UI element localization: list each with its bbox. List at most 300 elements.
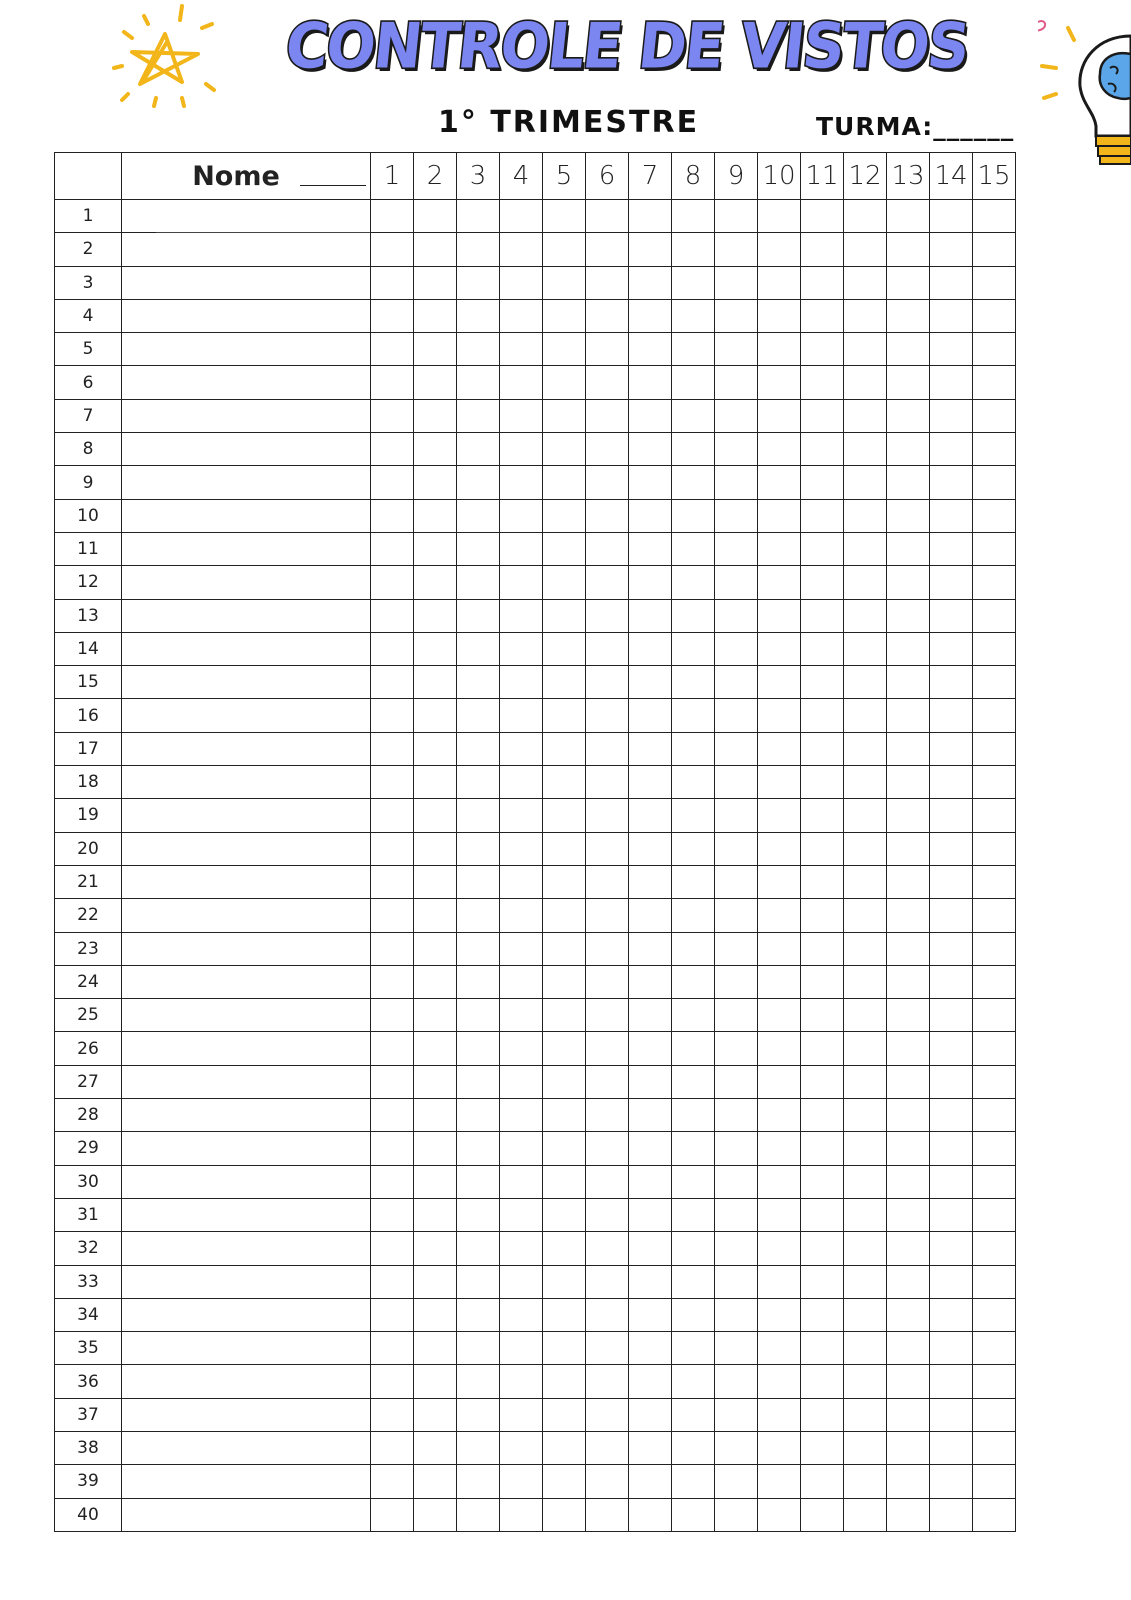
check-cell[interactable] [672, 965, 715, 998]
check-cell[interactable] [457, 666, 500, 699]
check-cell[interactable] [887, 732, 930, 765]
check-cell[interactable] [500, 1265, 543, 1298]
student-name-cell[interactable] [122, 466, 371, 499]
check-cell[interactable] [801, 1498, 844, 1531]
check-cell[interactable] [543, 666, 586, 699]
check-cell[interactable] [973, 532, 1016, 565]
check-cell[interactable] [371, 1132, 414, 1165]
check-cell[interactable] [930, 999, 973, 1032]
check-cell[interactable] [371, 1165, 414, 1198]
check-cell[interactable] [715, 666, 758, 699]
check-cell[interactable] [930, 932, 973, 965]
check-cell[interactable] [887, 899, 930, 932]
check-cell[interactable] [715, 1465, 758, 1498]
check-cell[interactable] [371, 732, 414, 765]
check-cell[interactable] [371, 466, 414, 499]
check-cell[interactable] [801, 1065, 844, 1098]
check-cell[interactable] [672, 1065, 715, 1098]
check-cell[interactable] [457, 799, 500, 832]
check-cell[interactable] [801, 1465, 844, 1498]
check-cell[interactable] [543, 466, 586, 499]
check-cell[interactable] [457, 433, 500, 466]
check-cell[interactable] [586, 333, 629, 366]
check-cell[interactable] [801, 233, 844, 266]
check-cell[interactable] [758, 1431, 801, 1464]
check-cell[interactable] [500, 532, 543, 565]
check-cell[interactable] [586, 1365, 629, 1398]
check-cell[interactable] [887, 1265, 930, 1298]
check-cell[interactable] [457, 566, 500, 599]
check-cell[interactable] [801, 399, 844, 432]
check-cell[interactable] [715, 1065, 758, 1098]
check-cell[interactable] [715, 499, 758, 532]
check-cell[interactable] [629, 1232, 672, 1265]
check-cell[interactable] [672, 566, 715, 599]
check-cell[interactable] [500, 832, 543, 865]
check-cell[interactable] [500, 899, 543, 932]
check-cell[interactable] [672, 1165, 715, 1198]
check-cell[interactable] [629, 1498, 672, 1531]
check-cell[interactable] [758, 832, 801, 865]
check-cell[interactable] [672, 466, 715, 499]
check-cell[interactable] [500, 433, 543, 466]
check-cell[interactable] [586, 1099, 629, 1132]
check-cell[interactable] [801, 1398, 844, 1431]
check-cell[interactable] [457, 1198, 500, 1231]
student-name-cell[interactable] [122, 865, 371, 898]
check-cell[interactable] [672, 433, 715, 466]
check-cell[interactable] [930, 399, 973, 432]
check-cell[interactable] [844, 1398, 887, 1431]
check-cell[interactable] [629, 532, 672, 565]
check-cell[interactable] [414, 532, 457, 565]
check-cell[interactable] [973, 466, 1016, 499]
check-cell[interactable] [930, 333, 973, 366]
check-cell[interactable] [973, 433, 1016, 466]
check-cell[interactable] [500, 1198, 543, 1231]
check-cell[interactable] [672, 1265, 715, 1298]
check-cell[interactable] [930, 899, 973, 932]
check-cell[interactable] [844, 433, 887, 466]
check-cell[interactable] [930, 965, 973, 998]
check-cell[interactable] [371, 433, 414, 466]
check-cell[interactable] [457, 333, 500, 366]
check-cell[interactable] [715, 999, 758, 1032]
check-cell[interactable] [844, 1032, 887, 1065]
check-cell[interactable] [844, 1065, 887, 1098]
check-cell[interactable] [672, 1298, 715, 1331]
check-cell[interactable] [801, 766, 844, 799]
check-cell[interactable] [887, 200, 930, 233]
check-cell[interactable] [715, 333, 758, 366]
check-cell[interactable] [543, 499, 586, 532]
check-cell[interactable] [801, 333, 844, 366]
check-cell[interactable] [844, 732, 887, 765]
check-cell[interactable] [930, 632, 973, 665]
check-cell[interactable] [844, 532, 887, 565]
check-cell[interactable] [844, 1132, 887, 1165]
check-cell[interactable] [758, 1232, 801, 1265]
check-cell[interactable] [715, 1332, 758, 1365]
check-cell[interactable] [629, 333, 672, 366]
check-cell[interactable] [715, 1365, 758, 1398]
check-cell[interactable] [715, 200, 758, 233]
check-cell[interactable] [973, 299, 1016, 332]
check-cell[interactable] [672, 1365, 715, 1398]
check-cell[interactable] [887, 1132, 930, 1165]
check-cell[interactable] [371, 1465, 414, 1498]
student-name-cell[interactable] [122, 233, 371, 266]
student-name-cell[interactable] [122, 1365, 371, 1398]
check-cell[interactable] [887, 599, 930, 632]
check-cell[interactable] [414, 299, 457, 332]
check-cell[interactable] [672, 1431, 715, 1464]
check-cell[interactable] [500, 200, 543, 233]
check-cell[interactable] [758, 632, 801, 665]
check-cell[interactable] [973, 1465, 1016, 1498]
check-cell[interactable] [715, 1198, 758, 1231]
check-cell[interactable] [758, 865, 801, 898]
check-cell[interactable] [586, 999, 629, 1032]
student-name-cell[interactable] [122, 433, 371, 466]
check-cell[interactable] [629, 566, 672, 599]
check-cell[interactable] [887, 965, 930, 998]
check-cell[interactable] [973, 699, 1016, 732]
check-cell[interactable] [457, 699, 500, 732]
check-cell[interactable] [887, 466, 930, 499]
check-cell[interactable] [371, 233, 414, 266]
check-cell[interactable] [629, 1365, 672, 1398]
check-cell[interactable] [414, 899, 457, 932]
check-cell[interactable] [457, 1265, 500, 1298]
check-cell[interactable] [887, 1365, 930, 1398]
check-cell[interactable] [586, 532, 629, 565]
student-name-cell[interactable] [122, 732, 371, 765]
student-name-cell[interactable] [122, 1465, 371, 1498]
check-cell[interactable] [758, 1165, 801, 1198]
check-cell[interactable] [844, 999, 887, 1032]
check-cell[interactable] [887, 366, 930, 399]
check-cell[interactable] [801, 200, 844, 233]
check-cell[interactable] [758, 766, 801, 799]
check-cell[interactable] [500, 599, 543, 632]
check-cell[interactable] [758, 333, 801, 366]
check-cell[interactable] [414, 1132, 457, 1165]
check-cell[interactable] [801, 1032, 844, 1065]
check-cell[interactable] [500, 1498, 543, 1531]
check-cell[interactable] [543, 799, 586, 832]
check-cell[interactable] [973, 399, 1016, 432]
check-cell[interactable] [414, 932, 457, 965]
check-cell[interactable] [887, 1032, 930, 1065]
check-cell[interactable] [629, 200, 672, 233]
check-cell[interactable] [371, 1198, 414, 1231]
check-cell[interactable] [629, 865, 672, 898]
check-cell[interactable] [414, 632, 457, 665]
check-cell[interactable] [715, 1431, 758, 1464]
check-cell[interactable] [629, 965, 672, 998]
check-cell[interactable] [973, 1265, 1016, 1298]
check-cell[interactable] [758, 932, 801, 965]
check-cell[interactable] [715, 566, 758, 599]
check-cell[interactable] [457, 766, 500, 799]
check-cell[interactable] [457, 1298, 500, 1331]
check-cell[interactable] [371, 266, 414, 299]
student-name-cell[interactable] [122, 1398, 371, 1431]
check-cell[interactable] [414, 1232, 457, 1265]
check-cell[interactable] [715, 932, 758, 965]
check-cell[interactable] [672, 1232, 715, 1265]
check-cell[interactable] [973, 1099, 1016, 1132]
check-cell[interactable] [629, 1298, 672, 1331]
check-cell[interactable] [887, 333, 930, 366]
check-cell[interactable] [629, 999, 672, 1032]
check-cell[interactable] [629, 899, 672, 932]
check-cell[interactable] [500, 366, 543, 399]
check-cell[interactable] [543, 532, 586, 565]
check-cell[interactable] [887, 932, 930, 965]
check-cell[interactable] [887, 1165, 930, 1198]
check-cell[interactable] [672, 1498, 715, 1531]
check-cell[interactable] [930, 366, 973, 399]
check-cell[interactable] [543, 1332, 586, 1365]
check-cell[interactable] [973, 1365, 1016, 1398]
check-cell[interactable] [672, 1332, 715, 1365]
check-cell[interactable] [887, 699, 930, 732]
check-cell[interactable] [629, 799, 672, 832]
check-cell[interactable] [457, 1398, 500, 1431]
check-cell[interactable] [930, 1099, 973, 1132]
check-cell[interactable] [672, 832, 715, 865]
check-cell[interactable] [930, 532, 973, 565]
check-cell[interactable] [371, 1032, 414, 1065]
student-name-cell[interactable] [122, 200, 371, 233]
check-cell[interactable] [801, 865, 844, 898]
student-name-cell[interactable] [122, 1065, 371, 1098]
check-cell[interactable] [758, 965, 801, 998]
check-cell[interactable] [844, 1332, 887, 1365]
check-cell[interactable] [672, 699, 715, 732]
check-cell[interactable] [844, 766, 887, 799]
check-cell[interactable] [500, 1365, 543, 1398]
check-cell[interactable] [629, 1398, 672, 1431]
student-name-cell[interactable] [122, 932, 371, 965]
check-cell[interactable] [672, 632, 715, 665]
check-cell[interactable] [414, 233, 457, 266]
check-cell[interactable] [973, 200, 1016, 233]
check-cell[interactable] [930, 1431, 973, 1464]
check-cell[interactable] [586, 1065, 629, 1098]
check-cell[interactable] [801, 1232, 844, 1265]
check-cell[interactable] [844, 899, 887, 932]
check-cell[interactable] [543, 1398, 586, 1431]
check-cell[interactable] [500, 1431, 543, 1464]
check-cell[interactable] [371, 1365, 414, 1398]
check-cell[interactable] [500, 632, 543, 665]
check-cell[interactable] [543, 1132, 586, 1165]
student-name-cell[interactable] [122, 632, 371, 665]
check-cell[interactable] [973, 1398, 1016, 1431]
check-cell[interactable] [371, 1265, 414, 1298]
check-cell[interactable] [500, 1099, 543, 1132]
check-cell[interactable] [586, 433, 629, 466]
check-cell[interactable] [414, 1332, 457, 1365]
check-cell[interactable] [586, 799, 629, 832]
check-cell[interactable] [973, 899, 1016, 932]
check-cell[interactable] [930, 1265, 973, 1298]
check-cell[interactable] [586, 466, 629, 499]
check-cell[interactable] [629, 1265, 672, 1298]
check-cell[interactable] [801, 832, 844, 865]
check-cell[interactable] [672, 766, 715, 799]
check-cell[interactable] [887, 1398, 930, 1431]
check-cell[interactable] [543, 433, 586, 466]
check-cell[interactable] [930, 832, 973, 865]
check-cell[interactable] [457, 399, 500, 432]
check-cell[interactable] [586, 1265, 629, 1298]
check-cell[interactable] [758, 1032, 801, 1065]
check-cell[interactable] [758, 499, 801, 532]
check-cell[interactable] [758, 1065, 801, 1098]
student-name-cell[interactable] [122, 499, 371, 532]
check-cell[interactable] [371, 1498, 414, 1531]
check-cell[interactable] [457, 832, 500, 865]
check-cell[interactable] [586, 1132, 629, 1165]
check-cell[interactable] [887, 1065, 930, 1098]
check-cell[interactable] [371, 766, 414, 799]
check-cell[interactable] [500, 865, 543, 898]
check-cell[interactable] [414, 499, 457, 532]
student-name-cell[interactable] [122, 1298, 371, 1331]
check-cell[interactable] [801, 299, 844, 332]
check-cell[interactable] [758, 599, 801, 632]
check-cell[interactable] [629, 1165, 672, 1198]
check-cell[interactable] [715, 799, 758, 832]
check-cell[interactable] [586, 632, 629, 665]
check-cell[interactable] [629, 1332, 672, 1365]
check-cell[interactable] [844, 1431, 887, 1464]
check-cell[interactable] [715, 433, 758, 466]
check-cell[interactable] [887, 266, 930, 299]
check-cell[interactable] [414, 366, 457, 399]
check-cell[interactable] [371, 999, 414, 1032]
check-cell[interactable] [973, 599, 1016, 632]
student-name-cell[interactable] [122, 832, 371, 865]
check-cell[interactable] [543, 1198, 586, 1231]
check-cell[interactable] [629, 266, 672, 299]
check-cell[interactable] [930, 732, 973, 765]
check-cell[interactable] [758, 299, 801, 332]
student-name-cell[interactable] [122, 1265, 371, 1298]
student-name-cell[interactable] [122, 965, 371, 998]
check-cell[interactable] [844, 299, 887, 332]
check-cell[interactable] [500, 1132, 543, 1165]
check-cell[interactable] [715, 1498, 758, 1531]
check-cell[interactable] [371, 666, 414, 699]
check-cell[interactable] [543, 865, 586, 898]
check-cell[interactable] [457, 1365, 500, 1398]
check-cell[interactable] [973, 1065, 1016, 1098]
check-cell[interactable] [457, 932, 500, 965]
check-cell[interactable] [758, 999, 801, 1032]
check-cell[interactable] [715, 532, 758, 565]
check-cell[interactable] [414, 732, 457, 765]
student-name-cell[interactable] [122, 599, 371, 632]
check-cell[interactable] [586, 732, 629, 765]
check-cell[interactable] [586, 865, 629, 898]
check-cell[interactable] [371, 1065, 414, 1098]
check-cell[interactable] [801, 666, 844, 699]
check-cell[interactable] [844, 699, 887, 732]
check-cell[interactable] [715, 632, 758, 665]
check-cell[interactable] [414, 1298, 457, 1331]
check-cell[interactable] [672, 233, 715, 266]
check-cell[interactable] [414, 699, 457, 732]
check-cell[interactable] [414, 1165, 457, 1198]
check-cell[interactable] [586, 766, 629, 799]
check-cell[interactable] [930, 799, 973, 832]
check-cell[interactable] [457, 1099, 500, 1132]
check-cell[interactable] [543, 333, 586, 366]
check-cell[interactable] [457, 499, 500, 532]
check-cell[interactable] [758, 1365, 801, 1398]
check-cell[interactable] [457, 732, 500, 765]
check-cell[interactable] [844, 366, 887, 399]
check-cell[interactable] [543, 632, 586, 665]
check-cell[interactable] [457, 233, 500, 266]
check-cell[interactable] [414, 1032, 457, 1065]
check-cell[interactable] [973, 499, 1016, 532]
check-cell[interactable] [715, 366, 758, 399]
check-cell[interactable] [414, 466, 457, 499]
check-cell[interactable] [672, 333, 715, 366]
check-cell[interactable] [457, 632, 500, 665]
check-cell[interactable] [758, 1198, 801, 1231]
check-cell[interactable] [586, 1298, 629, 1331]
check-cell[interactable] [973, 1165, 1016, 1198]
check-cell[interactable] [586, 965, 629, 998]
check-cell[interactable] [371, 632, 414, 665]
check-cell[interactable] [672, 666, 715, 699]
check-cell[interactable] [414, 965, 457, 998]
check-cell[interactable] [930, 299, 973, 332]
check-cell[interactable] [543, 699, 586, 732]
check-cell[interactable] [715, 1165, 758, 1198]
check-cell[interactable] [758, 200, 801, 233]
check-cell[interactable] [801, 266, 844, 299]
check-cell[interactable] [672, 999, 715, 1032]
check-cell[interactable] [801, 1132, 844, 1165]
check-cell[interactable] [930, 1032, 973, 1065]
check-cell[interactable] [758, 1465, 801, 1498]
check-cell[interactable] [715, 266, 758, 299]
check-cell[interactable] [887, 832, 930, 865]
check-cell[interactable] [715, 1298, 758, 1331]
check-cell[interactable] [500, 799, 543, 832]
check-cell[interactable] [801, 1298, 844, 1331]
check-cell[interactable] [758, 1265, 801, 1298]
check-cell[interactable] [543, 233, 586, 266]
check-cell[interactable] [672, 366, 715, 399]
check-cell[interactable] [371, 299, 414, 332]
student-name-cell[interactable] [122, 1132, 371, 1165]
check-cell[interactable] [973, 766, 1016, 799]
check-cell[interactable] [844, 466, 887, 499]
check-cell[interactable] [930, 1332, 973, 1365]
check-cell[interactable] [973, 1332, 1016, 1365]
student-name-cell[interactable] [122, 1498, 371, 1531]
check-cell[interactable] [543, 200, 586, 233]
